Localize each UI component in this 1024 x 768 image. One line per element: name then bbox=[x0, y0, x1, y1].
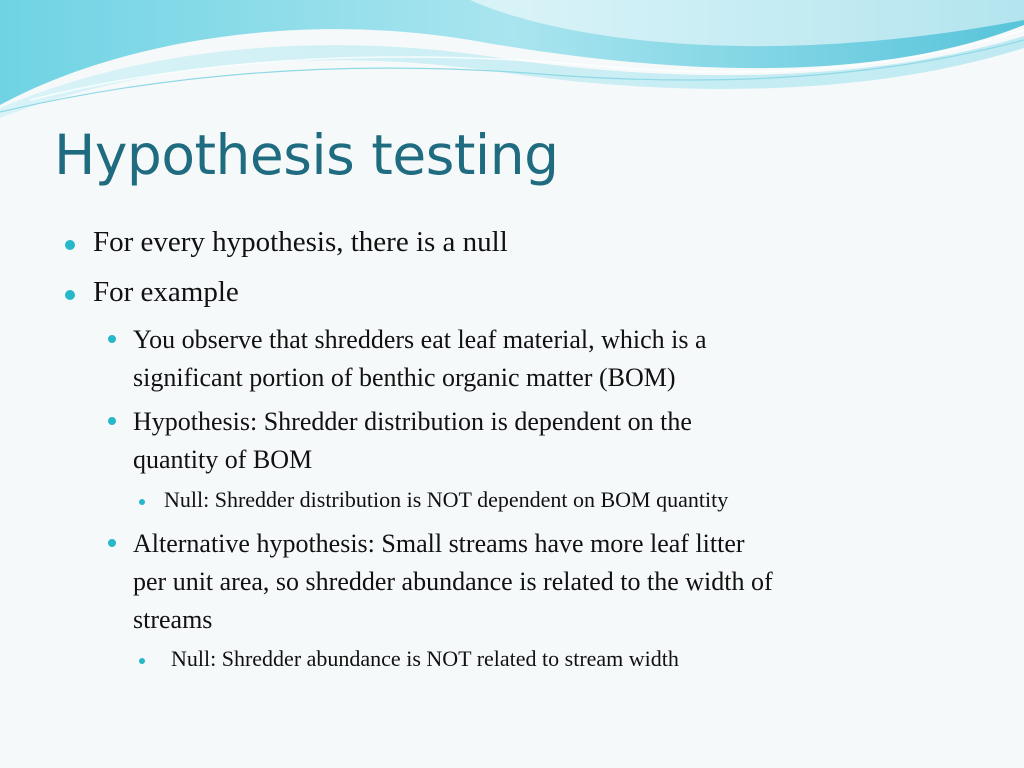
bullet-dot-icon bbox=[139, 658, 145, 664]
bullet-text: Null: Shredder distribution is NOT dependent on BOM quantity bbox=[164, 487, 729, 512]
bullet-dot-icon bbox=[108, 417, 116, 425]
header-wave-decoration bbox=[0, 0, 1024, 130]
bullet-dot-icon bbox=[65, 290, 75, 300]
bullet-text-line: Hypothesis: Shredder distribution is dependent on the bbox=[133, 407, 692, 436]
bullet-text-line: per unit area, so shredder abundance is related to the width of bbox=[133, 567, 773, 596]
bullet-text: For example bbox=[93, 276, 239, 308]
sub-sub-bullet-item bbox=[164, 489, 728, 511]
bullet-text: Null: Shredder abundance is NOT related to stream width bbox=[171, 646, 679, 671]
bullet-dot-icon bbox=[65, 240, 75, 250]
bullet-dot-icon bbox=[139, 499, 145, 505]
bullet-item bbox=[93, 278, 239, 307]
bullet-text: For every hypothesis, there is a null bbox=[93, 226, 508, 258]
bullet-item bbox=[93, 228, 508, 257]
bullet-dot-icon bbox=[108, 539, 116, 547]
bullet-text-line: streams bbox=[133, 605, 213, 634]
bullet-dot-icon bbox=[108, 335, 116, 343]
bullet-text-line: You observe that shredders eat leaf material, which is a bbox=[133, 325, 707, 354]
bullet-text-line: significant portion of benthic organic matter (BOM) bbox=[133, 363, 676, 392]
bullet-text-line: quantity of BOM bbox=[133, 445, 313, 474]
sub-sub-bullet-item bbox=[171, 648, 679, 670]
bullet-text-line: Alternative hypothesis: Small streams have more leaf litter bbox=[133, 529, 745, 558]
sub-bullet-item bbox=[133, 403, 692, 479]
sub-bullet-item bbox=[133, 321, 707, 397]
slide-title: Hypothesis testing bbox=[54, 123, 559, 187]
sub-bullet-item bbox=[133, 525, 773, 639]
